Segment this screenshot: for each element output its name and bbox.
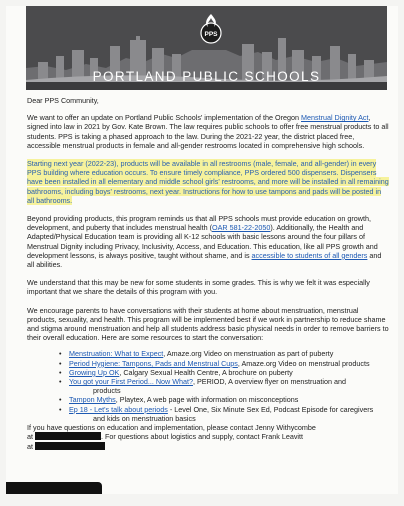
svg-text:PPS: PPS — [204, 31, 218, 38]
list-item: • Ep 18 - Let's talk about periods - Level One, Six Minute Sex Ed, Podcast Episode for caregivers and kids on menstruation basics — [27, 405, 389, 423]
list-item: • Tampon Myths, Playtex, A web page with information on misconceptions — [27, 395, 389, 404]
list-item: • Period Hygiene: Tampons, Pads and Menstrual Cups, Amaze.org Video on menstrual products — [27, 359, 389, 368]
resource-link[interactable]: Tampon Myths — [69, 395, 116, 405]
paragraph-encourage: We encourage parents to have conversations with their students at home about menstruation, menstrual products, sexuality, and health. This program will be implemented best if we work in partnership to reduce shame and stigma around menstruation and help all students address basic physical needs in order to remove barriers to their overall education. Here are some resources to start the conversation: — [27, 305, 389, 343]
list-item: • Growing Up OK, Calgary Sexual Health Centre, A brochure on puberty — [27, 368, 389, 377]
redacted-email — [35, 442, 105, 450]
resource-link[interactable]: Growing Up OK — [69, 367, 120, 377]
resource-list — [27, 349, 389, 423]
all-genders-link[interactable]: accessible to students of all genders — [251, 250, 368, 260]
list-item: • You got your First Period... Now What?, PERIOD, A overview flyer on menstruation and products — [27, 377, 389, 395]
resource-link[interactable]: You got your First Period... Now What? — [69, 377, 193, 387]
resource-link[interactable]: Ep 18 - Let's talk about periods — [69, 404, 168, 414]
letter-body — [27, 96, 389, 460]
paragraph-education: Beyond providing products, this program reminds us that all PPS schools must provide education on growth, development, and puberty that includes menstrual health (OAR 581-22-2050). Additionally, the Health and Adapted/Physical Education team is providing all K-12 schools with basic lessons around the four pillars of Menstrual Dignity including Privacy, Inclusivity, Access, and Education. This education, like all PPS growth and development lessons, is always positive, taught without shame, and is accessible to students of all genders and all abilities. — [27, 214, 382, 270]
pps-banner — [26, 6, 387, 90]
resource-link[interactable]: Period Hygiene: Tampons, Pads and Menstrual Cups — [69, 358, 238, 368]
greeting: Dear PPS Community, — [27, 96, 99, 105]
paragraph-contacts: If you have questions on education and implementation, please contact Jenny Withycombe at . For questions about logistics and supply, contact Frank Leavitt at — [27, 423, 316, 451]
paragraph-highlighted: Starting next year (2022-23), products will be available in all restrooms (male, female, and all-gender) in every PPS building where education occurs. To ensure timely compliance, PPS ordered 500 dispensers. Dispensers have been installed in all elementary and middle school girls' restrooms, and more will be installed in all remaining bathrooms, including boys' restrooms, next year. Instructions for how to use tampons and pads will be posted in all bathrooms. — [27, 159, 389, 205]
list-item: • Menstruation: What to Expect, Amaze.org Video on menstruation as part of puberty — [27, 349, 389, 358]
paragraph-update: We want to offer an update on Portland Public Schools' implementation of the Oregon Menstrual Dignity Act, signed into law in 2021 by Gov. Kate Brown. The law requires public schools to offer free menstrual products to all students. PPS is taking a phased approach to the law. During the 2021-22 year, the district placed free, accessible menstrual products in female and all-gender restrooms located in comprehensive high schools. — [27, 113, 389, 150]
resource-link[interactable]: Menstruation: What to Expect — [69, 349, 164, 359]
redacted-email — [35, 432, 101, 440]
paragraph-understand: We understand that this may be new for some students in some grades. This is why we felt it was especially important that we share the details of this program with you. — [27, 278, 370, 297]
menstrual-dignity-act-link[interactable]: Menstrual Dignity Act — [301, 113, 369, 123]
redaction-mark — [6, 482, 102, 494]
banner-title: PORTLAND PUBLIC SCHOOLS — [92, 69, 321, 84]
oar-link[interactable]: OAR 581-22-2050 — [212, 223, 271, 233]
pps-flame-logo-icon — [198, 12, 224, 46]
letter-page — [6, 6, 398, 494]
